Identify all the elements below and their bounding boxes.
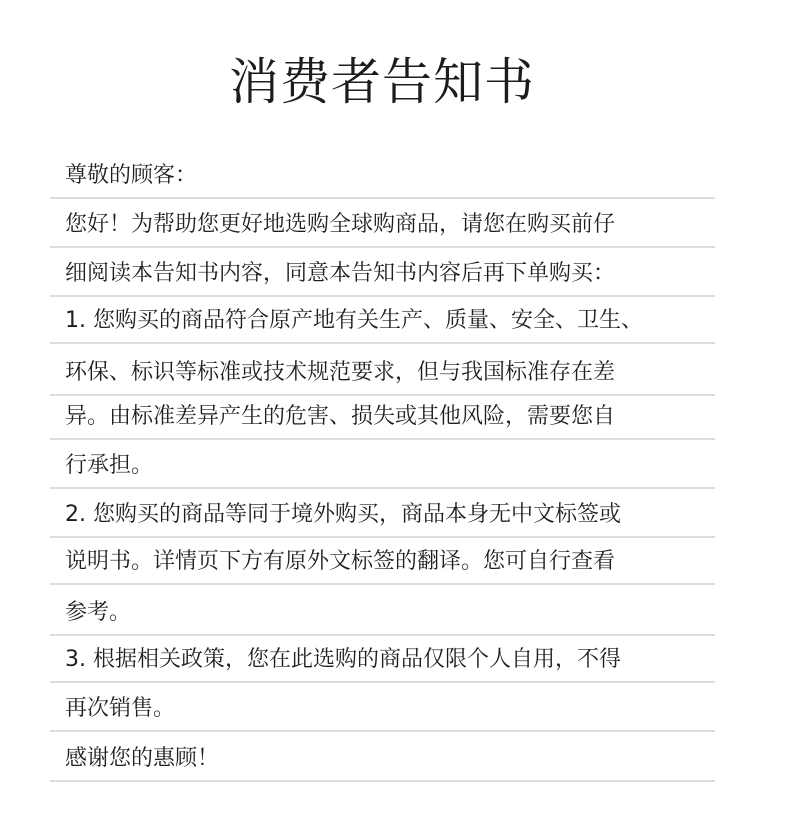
text-line-5-text: 环保、标识等标准或技术规范要求，但与我国标准存在差 [65, 360, 616, 385]
text-line-4 [50, 297, 715, 344]
text-line-6 [50, 396, 715, 440]
text-line-12-text: 再次销售。 [65, 696, 176, 721]
text-line-10 [50, 585, 715, 636]
text-line-10-text: 参考。 [65, 600, 132, 625]
text-line-3 [50, 248, 715, 297]
text-line-8 [50, 489, 715, 538]
text-line-5 [50, 344, 715, 396]
text-line-2 [50, 199, 715, 248]
text-line-7 [50, 440, 715, 489]
text-line-1-text: 尊敬的顾客： [65, 163, 198, 188]
text-line-12 [50, 683, 715, 732]
text-line-7-text: 行承担。 [65, 453, 154, 478]
text-line-13-text: 感谢您的惠顾！ [65, 746, 220, 771]
text-line-4-text: 1. 您购买的商品符合原产地有关生产、质量、安全、卫生、 [65, 308, 643, 333]
text-line-11-text: 3. 根据相关政策，您在此选购的商品仅限个人自用，不得 [65, 647, 621, 672]
text-line-2-text: 您好！为帮助您更好地选购全球购商品，请您在购买前仔 [65, 212, 616, 237]
text-line-8-text: 2. 您购买的商品等同于境外购买，商品本身无中文标签或 [65, 502, 621, 527]
text-line-3-text: 细阅读本告知书内容，同意本告知书内容后再下单购买： [65, 261, 616, 286]
text-line-1 [50, 152, 715, 199]
text-line-9-text: 说明书。详情页下方有原外文标签的翻译。您可自行查看 [65, 549, 616, 574]
document-title: 消费者告知书 [229, 53, 535, 111]
text-line-9 [50, 538, 715, 585]
text-line-11 [50, 636, 715, 683]
text-line-6-text: 异。由标准差异产生的危害、损失或其他风险，需要您自 [65, 404, 616, 429]
text-line-13 [50, 732, 715, 782]
